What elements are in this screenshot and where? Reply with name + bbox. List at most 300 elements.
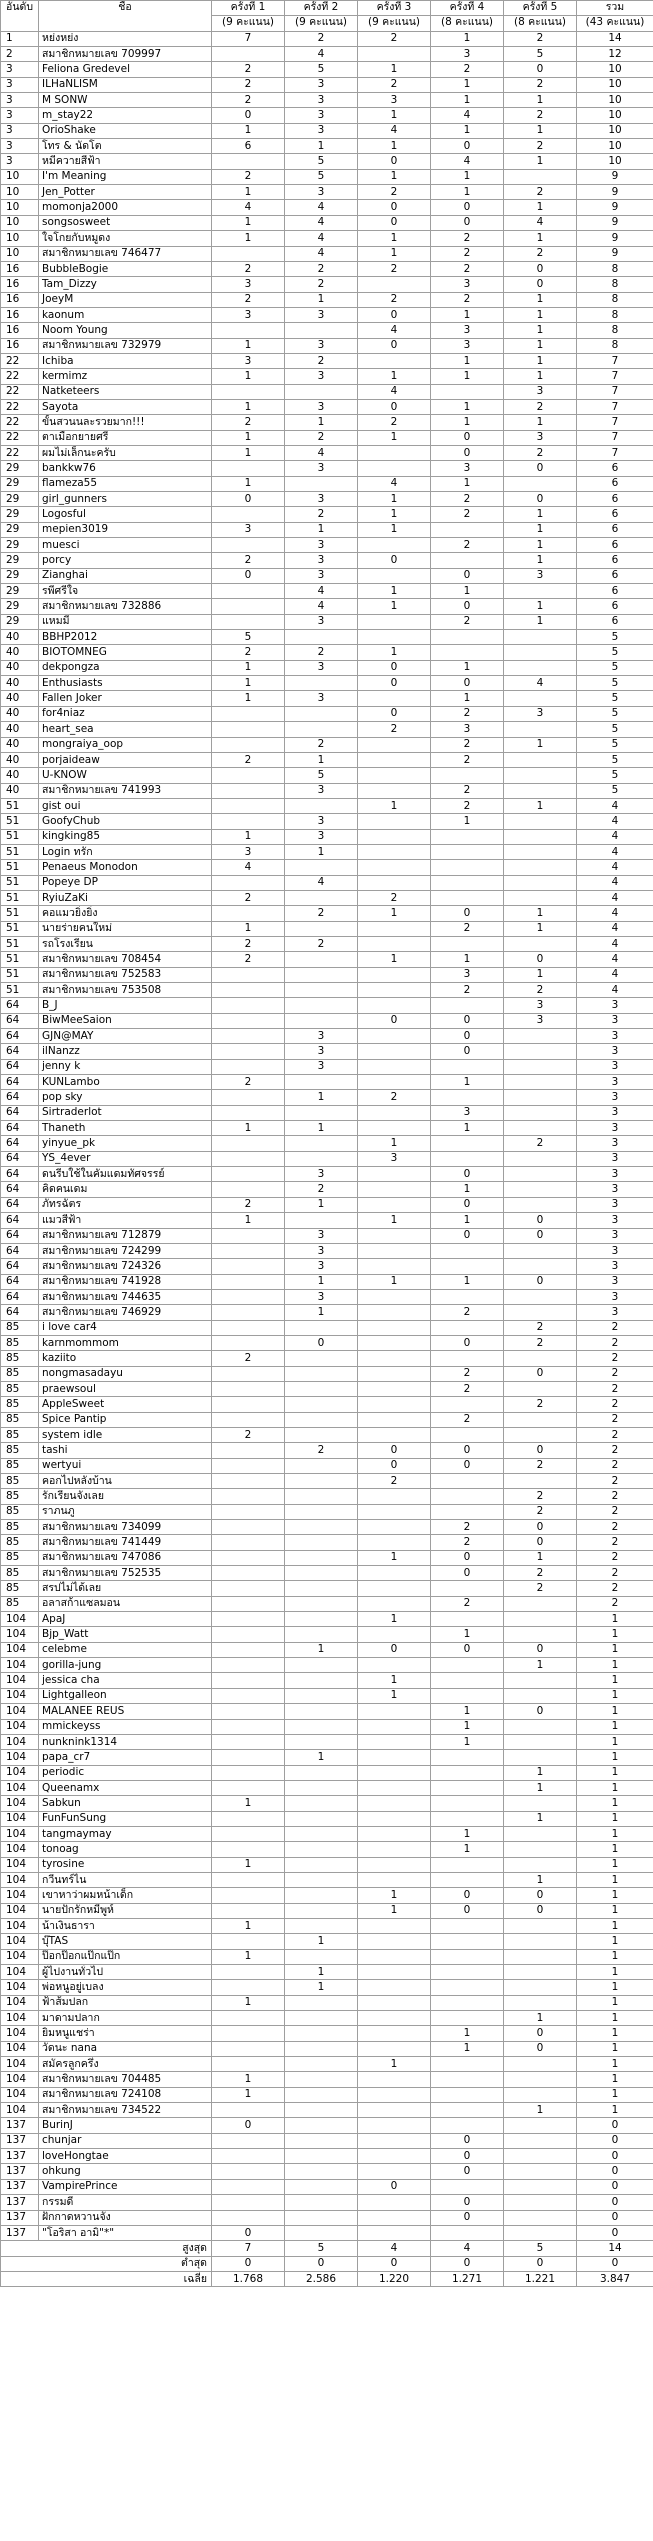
total-cell: 3 <box>577 1075 653 1090</box>
round-2-cell <box>285 1949 358 1964</box>
round-5-cell: 3 <box>504 1013 577 1028</box>
total-cell: 6 <box>577 599 653 614</box>
table-row <box>1 215 653 230</box>
round-1-cell <box>212 1381 285 1396</box>
total-cell: 10 <box>577 77 653 92</box>
total-cell: 6 <box>577 522 653 537</box>
summary-max-row <box>1 2241 653 2256</box>
round-5-cell: 1 <box>504 614 577 629</box>
total-cell: 1 <box>577 1918 653 1933</box>
name-cell: ผู้ไปงานทั่วไป <box>39 1965 212 1980</box>
round-2-cell: 3 <box>285 1029 358 1044</box>
round-1-cell <box>212 998 285 1013</box>
round-1-cell <box>212 1289 285 1304</box>
round-2-cell <box>285 1566 358 1581</box>
round-3-cell <box>358 1520 431 1535</box>
total-cell: 3 <box>577 1259 653 1274</box>
round-2-cell: 3 <box>285 691 358 706</box>
rank-cell: 104 <box>1 2057 39 2072</box>
round-3-cell <box>358 1811 431 1826</box>
round-1-cell <box>212 461 285 476</box>
round-3-cell: 1 <box>358 599 431 614</box>
table-row <box>1 31 653 46</box>
round-3-cell <box>358 691 431 706</box>
round-2-cell <box>285 798 358 813</box>
round-1-cell <box>212 1872 285 1887</box>
round-3-cell: 2 <box>358 722 431 737</box>
rank-cell: 16 <box>1 323 39 338</box>
total-cell: 2 <box>577 1412 653 1427</box>
name-cell: jessica cha <box>39 1673 212 1688</box>
summary-value: 2.586 <box>285 2271 358 2286</box>
round-3-cell <box>358 1075 431 1090</box>
round-5-cell <box>504 1934 577 1949</box>
round-4-cell: 0 <box>431 1888 504 1903</box>
round-5-cell: 4 <box>504 215 577 230</box>
rank-cell: 29 <box>1 522 39 537</box>
round-2-cell <box>285 384 358 399</box>
round-5-cell <box>504 2072 577 2087</box>
round-3-cell: 0 <box>358 706 431 721</box>
round-5-cell: 1 <box>504 307 577 322</box>
name-cell: jenny k <box>39 1059 212 1074</box>
total-cell: 1 <box>577 2103 653 2118</box>
name-cell: kermimz <box>39 369 212 384</box>
name-cell: ILHaNLISM <box>39 77 212 92</box>
name-cell: ApaJ <box>39 1612 212 1627</box>
round-3-cell: 4 <box>358 384 431 399</box>
round-4-cell: 0 <box>431 568 504 583</box>
round-5-cell: 1 <box>504 1765 577 1780</box>
round-3-cell <box>358 614 431 629</box>
round-4-cell <box>431 2225 504 2240</box>
total-cell: 5 <box>577 645 653 660</box>
table-row <box>1 77 653 92</box>
name-cell: tashi <box>39 1443 212 1458</box>
table-row <box>1 93 653 108</box>
round-3-cell: 0 <box>358 338 431 353</box>
name-cell: Login ทรัก <box>39 844 212 859</box>
round-2-cell: 2 <box>285 936 358 951</box>
round-3-cell <box>358 921 431 936</box>
round-3-cell <box>358 1197 431 1212</box>
round-2-cell <box>285 1504 358 1519</box>
table-row <box>1 1934 653 1949</box>
name-cell: คอกไปหลังบ้าน <box>39 1474 212 1489</box>
header-round-1-max: (9 คะแนน) <box>212 16 285 31</box>
round-4-cell <box>431 1965 504 1980</box>
name-cell: nunknink1314 <box>39 1734 212 1749</box>
total-cell: 3 <box>577 1167 653 1182</box>
rank-cell: 16 <box>1 261 39 276</box>
round-1-cell: 1 <box>212 2087 285 2102</box>
round-5-cell <box>504 2149 577 2164</box>
round-3-cell: 1 <box>358 62 431 77</box>
rank-cell: 3 <box>1 77 39 92</box>
round-5-cell <box>504 1719 577 1734</box>
round-3-cell <box>358 1259 431 1274</box>
round-3-cell <box>358 737 431 752</box>
rank-cell: 104 <box>1 1704 39 1719</box>
round-3-cell <box>358 1734 431 1749</box>
rank-cell: 104 <box>1 1688 39 1703</box>
round-1-cell <box>212 1228 285 1243</box>
round-2-cell <box>285 706 358 721</box>
table-row <box>1 798 653 813</box>
round-2-cell <box>285 2225 358 2240</box>
summary-value: 1.271 <box>431 2271 504 2286</box>
rank-cell: 85 <box>1 1335 39 1350</box>
round-3-cell: 1 <box>358 522 431 537</box>
total-cell: 3 <box>577 1197 653 1212</box>
table-row <box>1 1228 653 1243</box>
round-1-cell: 2 <box>212 292 285 307</box>
round-4-cell <box>431 1934 504 1949</box>
table-row <box>1 1811 653 1826</box>
name-cell: papa_cr7 <box>39 1750 212 1765</box>
total-cell: 4 <box>577 983 653 998</box>
round-2-cell <box>285 676 358 691</box>
total-cell: 2 <box>577 1320 653 1335</box>
name-cell: สมาชิกหมายเลข 746477 <box>39 246 212 261</box>
total-cell: 6 <box>577 538 653 553</box>
round-4-cell: 0 <box>431 2210 504 2225</box>
round-5-cell <box>504 1949 577 1964</box>
round-5-cell <box>504 1075 577 1090</box>
round-5-cell <box>504 1965 577 1980</box>
table-row <box>1 2087 653 2102</box>
total-cell: 4 <box>577 829 653 844</box>
total-cell: 8 <box>577 307 653 322</box>
round-1-cell <box>212 798 285 813</box>
total-cell: 7 <box>577 399 653 414</box>
round-3-cell: 2 <box>358 1090 431 1105</box>
table-row <box>1 108 653 123</box>
table-row <box>1 2225 653 2240</box>
rank-cell: 40 <box>1 706 39 721</box>
total-cell: 1 <box>577 1642 653 1657</box>
rank-cell: 10 <box>1 169 39 184</box>
rank-cell: 16 <box>1 292 39 307</box>
name-cell: สมาชิกหมายเลข 709997 <box>39 47 212 62</box>
table-row <box>1 1351 653 1366</box>
round-5-cell <box>504 1121 577 1136</box>
total-cell: 9 <box>577 185 653 200</box>
total-cell: 1 <box>577 1965 653 1980</box>
round-1-cell <box>212 814 285 829</box>
name-cell: สมาชิกหมายเลข 712879 <box>39 1228 212 1243</box>
round-4-cell: 0 <box>431 2195 504 2210</box>
round-4-cell: 3 <box>431 338 504 353</box>
total-cell: 1 <box>577 1704 653 1719</box>
summary-value: 4 <box>431 2241 504 2256</box>
round-2-cell <box>285 1489 358 1504</box>
round-2-cell: 3 <box>285 492 358 507</box>
name-cell: สมาชิกหมายเลข 746929 <box>39 1305 212 1320</box>
round-1-cell <box>212 1458 285 1473</box>
round-3-cell: 4 <box>358 123 431 138</box>
round-3-cell <box>358 1044 431 1059</box>
round-3-cell: 1 <box>358 231 431 246</box>
round-2-cell: 4 <box>285 246 358 261</box>
table-row <box>1 1842 653 1857</box>
round-4-cell: 2 <box>431 798 504 813</box>
round-2-cell: 3 <box>285 1289 358 1304</box>
total-cell: 3 <box>577 1289 653 1304</box>
rank-cell: 22 <box>1 445 39 460</box>
round-5-cell <box>504 645 577 660</box>
round-2-cell <box>285 1903 358 1918</box>
round-2-cell: 3 <box>285 307 358 322</box>
round-5-cell <box>504 1243 577 1258</box>
name-cell: ตาเมือกยายศรี <box>39 430 212 445</box>
table-row <box>1 1335 653 1350</box>
round-1-cell <box>212 2210 285 2225</box>
table-row <box>1 476 653 491</box>
rank-cell: 64 <box>1 1090 39 1105</box>
table-row <box>1 1305 653 1320</box>
table-row <box>1 62 653 77</box>
total-cell: 4 <box>577 890 653 905</box>
round-1-cell <box>212 1504 285 1519</box>
summary-label: สูงสุด <box>1 2241 212 2256</box>
table-row <box>1 1412 653 1427</box>
total-cell: 3 <box>577 1105 653 1120</box>
round-4-cell <box>431 1090 504 1105</box>
rank-cell: 137 <box>1 2118 39 2133</box>
total-cell: 4 <box>577 921 653 936</box>
rank-cell: 22 <box>1 399 39 414</box>
round-5-cell <box>504 1596 577 1611</box>
total-cell: 2 <box>577 1443 653 1458</box>
table-row <box>1 844 653 859</box>
round-1-cell <box>212 1581 285 1596</box>
name-cell: yinyue_pk <box>39 1136 212 1151</box>
total-cell: 2 <box>577 1489 653 1504</box>
name-cell: สมาชิกหมายเลข 752583 <box>39 967 212 982</box>
rank-cell: 85 <box>1 1412 39 1427</box>
name-cell: Bjp_Watt <box>39 1627 212 1642</box>
round-3-cell: 0 <box>358 399 431 414</box>
round-1-cell <box>212 1842 285 1857</box>
total-cell: 3 <box>577 1013 653 1028</box>
header-name: ชื่อ <box>39 1 212 32</box>
round-1-cell <box>212 1888 285 1903</box>
round-4-cell <box>431 1918 504 1933</box>
round-5-cell <box>504 1750 577 1765</box>
round-4-cell: 0 <box>431 1443 504 1458</box>
round-1-cell: 5 <box>212 630 285 645</box>
round-1-cell <box>212 1059 285 1074</box>
round-3-cell: 1 <box>358 1888 431 1903</box>
rank-cell: 104 <box>1 1796 39 1811</box>
table-row <box>1 1274 653 1289</box>
rank-cell: 104 <box>1 1612 39 1627</box>
name-cell: สมาชิกหมายเลข 708454 <box>39 952 212 967</box>
round-5-cell <box>504 860 577 875</box>
round-5-cell <box>504 660 577 675</box>
name-cell: ดนรีบใช้ในคัมแดมทัศจรรย์ <box>39 1167 212 1182</box>
round-5-cell: 0 <box>504 1228 577 1243</box>
name-cell: กวีนทร์ไน <box>39 1872 212 1887</box>
rank-cell: 104 <box>1 1965 39 1980</box>
rank-cell: 85 <box>1 1443 39 1458</box>
round-4-cell: 1 <box>431 1734 504 1749</box>
round-5-cell: 1 <box>504 2011 577 2026</box>
round-3-cell <box>358 1351 431 1366</box>
round-1-cell <box>212 875 285 890</box>
round-1-cell: 2 <box>212 415 285 430</box>
round-5-cell <box>504 890 577 905</box>
table-row <box>1 890 653 905</box>
round-4-cell: 1 <box>431 476 504 491</box>
round-3-cell: 0 <box>358 215 431 230</box>
rank-cell: 104 <box>1 1842 39 1857</box>
name-cell: KUNLambo <box>39 1075 212 1090</box>
round-4-cell: 2 <box>431 783 504 798</box>
rank-cell: 104 <box>1 1934 39 1949</box>
summary-avg-row <box>1 2271 653 2286</box>
total-cell: 8 <box>577 292 653 307</box>
round-5-cell: 2 <box>504 108 577 123</box>
name-cell: mmickeyss <box>39 1719 212 1734</box>
round-1-cell: 1 <box>212 215 285 230</box>
round-4-cell: 0 <box>431 1228 504 1243</box>
name-cell: VampirePrince <box>39 2179 212 2194</box>
total-cell: 5 <box>577 676 653 691</box>
round-2-cell: 2 <box>285 906 358 921</box>
round-3-cell: 1 <box>358 1673 431 1688</box>
round-4-cell: 0 <box>431 676 504 691</box>
round-3-cell <box>358 1842 431 1857</box>
total-cell: 1 <box>577 2026 653 2041</box>
round-4-cell: 2 <box>431 983 504 998</box>
name-cell: สมาชิกหมายเลข 732979 <box>39 338 212 353</box>
name-cell: i love car4 <box>39 1320 212 1335</box>
round-1-cell: 1 <box>212 1213 285 1228</box>
total-cell: 0 <box>577 2164 653 2179</box>
name-cell: วัดนะ nana <box>39 2041 212 2056</box>
summary-value: 0 <box>577 2256 653 2271</box>
round-2-cell <box>285 1888 358 1903</box>
name-cell: RyiuZaKi <box>39 890 212 905</box>
table-row <box>1 691 653 706</box>
rank-cell: 64 <box>1 1228 39 1243</box>
total-cell: 1 <box>577 1811 653 1826</box>
round-1-cell <box>212 783 285 798</box>
round-3-cell <box>358 1596 431 1611</box>
round-4-cell <box>431 1872 504 1887</box>
round-2-cell: 1 <box>285 1197 358 1212</box>
header-round-4: ครั้งที่ 4 <box>431 1 504 16</box>
total-cell: 2 <box>577 1535 653 1550</box>
round-2-cell: 1 <box>285 1980 358 1995</box>
round-2-cell <box>285 1458 358 1473</box>
round-5-cell: 0 <box>504 1366 577 1381</box>
round-3-cell: 2 <box>358 1474 431 1489</box>
round-1-cell: 2 <box>212 645 285 660</box>
round-4-cell <box>431 936 504 951</box>
round-1-cell <box>212 1704 285 1719</box>
name-cell: nongmasadayu <box>39 1366 212 1381</box>
round-1-cell <box>212 47 285 62</box>
round-3-cell <box>358 1750 431 1765</box>
round-3-cell <box>358 445 431 460</box>
round-2-cell: 3 <box>285 185 358 200</box>
round-5-cell: 1 <box>504 553 577 568</box>
round-2-cell <box>285 1213 358 1228</box>
table-row <box>1 1903 653 1918</box>
round-5-cell <box>504 844 577 859</box>
rank-cell: 85 <box>1 1596 39 1611</box>
round-3-cell <box>358 1105 431 1120</box>
round-1-cell <box>212 1489 285 1504</box>
round-4-cell <box>431 1796 504 1811</box>
name-cell: สมาชิกหมายเลข 704485 <box>39 2072 212 2087</box>
total-cell: 6 <box>577 492 653 507</box>
round-2-cell: 3 <box>285 1228 358 1243</box>
round-5-cell <box>504 1474 577 1489</box>
round-4-cell: 3 <box>431 461 504 476</box>
round-1-cell: 1 <box>212 231 285 246</box>
round-2-cell <box>285 1719 358 1734</box>
round-4-cell <box>431 1995 504 2010</box>
total-cell: 1 <box>577 1734 653 1749</box>
rank-cell: 40 <box>1 676 39 691</box>
round-4-cell: 2 <box>431 752 504 767</box>
rank-cell: 51 <box>1 844 39 859</box>
name-cell: ilNanzz <box>39 1044 212 1059</box>
name-cell: Sayota <box>39 399 212 414</box>
table-row <box>1 1826 653 1841</box>
round-2-cell: 3 <box>285 568 358 583</box>
round-5-cell <box>504 584 577 599</box>
round-3-cell <box>358 2041 431 2056</box>
round-1-cell <box>212 1965 285 1980</box>
total-cell: 5 <box>577 691 653 706</box>
round-3-cell <box>358 1397 431 1412</box>
round-5-cell <box>504 2179 577 2194</box>
total-cell: 4 <box>577 906 653 921</box>
header-round-3-max: (9 คะแนน) <box>358 16 431 31</box>
total-cell: 7 <box>577 369 653 384</box>
table-row <box>1 2210 653 2225</box>
round-1-cell: 1 <box>212 829 285 844</box>
round-2-cell: 1 <box>285 522 358 537</box>
round-4-cell <box>431 998 504 1013</box>
round-5-cell <box>504 1612 577 1627</box>
round-4-cell <box>431 2072 504 2087</box>
round-5-cell: 1 <box>504 1811 577 1826</box>
round-2-cell: 5 <box>285 169 358 184</box>
total-cell: 6 <box>577 568 653 583</box>
round-5-cell: 1 <box>504 1872 577 1887</box>
total-cell: 12 <box>577 47 653 62</box>
name-cell: mongraiya_oop <box>39 737 212 752</box>
round-3-cell <box>358 1857 431 1872</box>
round-4-cell: 2 <box>431 1520 504 1535</box>
round-1-cell: 0 <box>212 2225 285 2240</box>
round-5-cell <box>504 829 577 844</box>
name-cell: GJN@MAY <box>39 1029 212 1044</box>
round-3-cell <box>358 1228 431 1243</box>
table-row <box>1 200 653 215</box>
round-1-cell <box>212 1980 285 1995</box>
round-5-cell <box>504 722 577 737</box>
round-1-cell <box>212 1642 285 1657</box>
rank-cell: 10 <box>1 215 39 230</box>
round-2-cell: 4 <box>285 200 358 215</box>
